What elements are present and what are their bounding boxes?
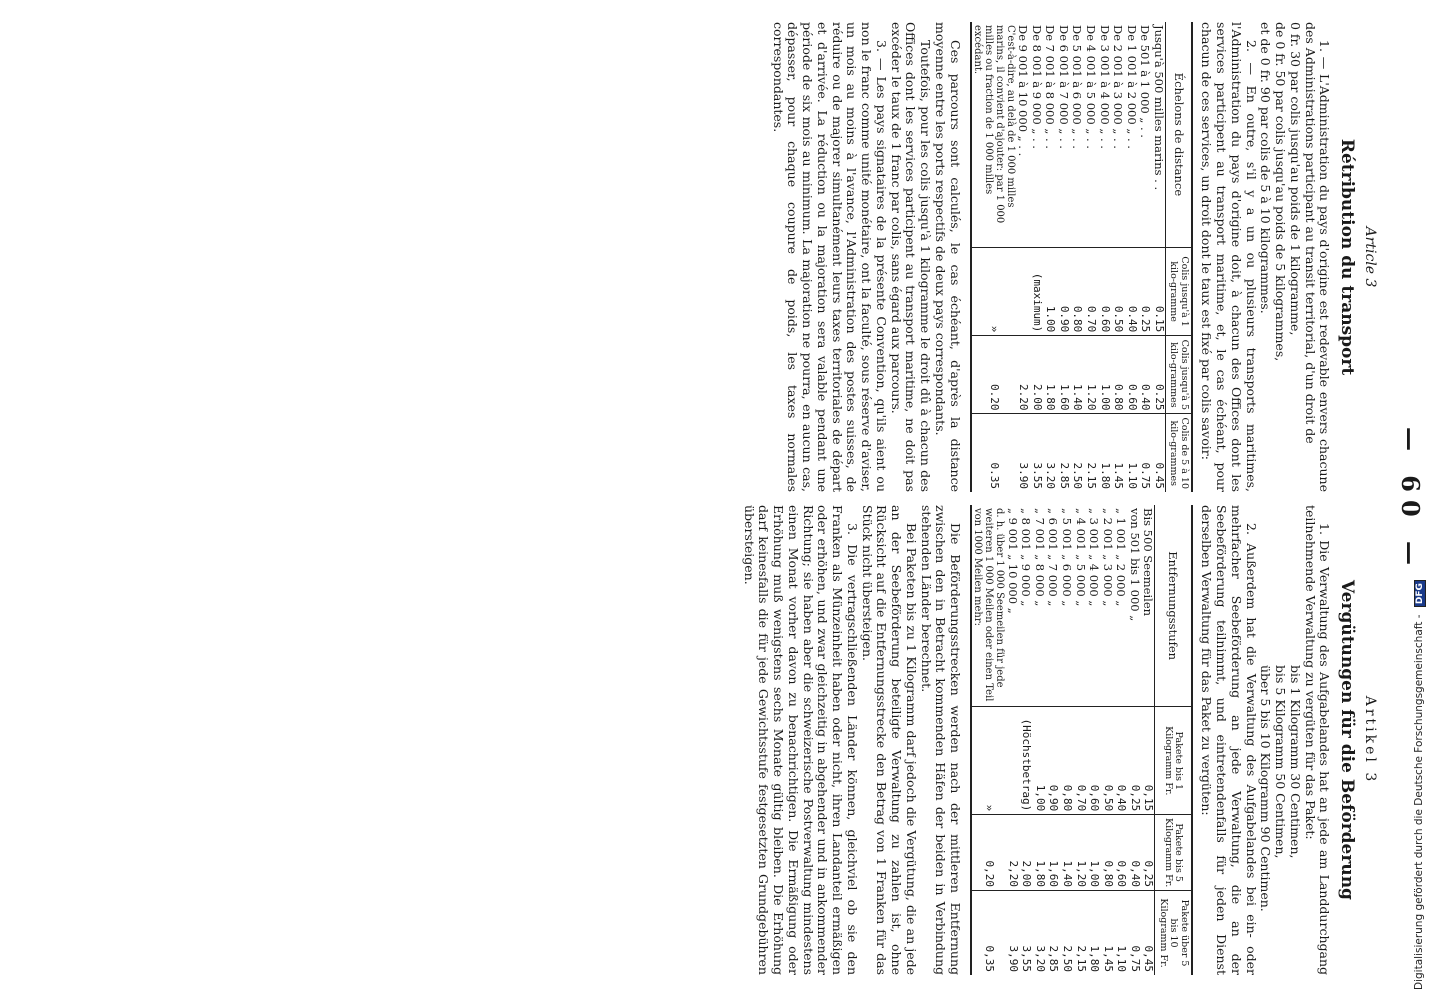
rate-cell: 0,15 <box>1141 707 1155 815</box>
table-header-fr-0: Échelons de distance <box>1165 22 1191 247</box>
distance-band-cell: Bis 500 Seemeilen <box>1141 508 1156 617</box>
rate-cell: 0.80 <box>1111 336 1125 414</box>
article-title-fr: Article 3 <box>1362 226 1378 288</box>
tariff-table-de <box>970 505 1193 975</box>
rate-cell: 1,80 <box>1087 891 1101 975</box>
rate-cell: 0,80 <box>1100 815 1114 891</box>
rate-cell: 2.20 <box>1016 336 1030 414</box>
table-row <box>1097 22 1111 492</box>
paragraph-de-3: Die Beförderungsstrecken werden nach der mittleren Entfernung zwischen den in Betracht kommenden Häfen der beiden in Verbindung stehenden Länder berechnet. <box>918 505 964 975</box>
distance-band-cell: „ 5 001 „ 6 000 „ <box>1060 508 1074 607</box>
table-row <box>1151 22 1165 492</box>
distance-band-cell: „ 9 001 „ 10 000 „ <box>1005 508 1020 614</box>
rate-cell: 0,25 <box>1127 707 1141 815</box>
paragraph-fr-5: 3. — Les pays signataires de la présente Convention, qu'ils aient ou non le franc comme unité monétaire, ont la faculté, sous réserve d'aviser, un mois au moins à l'avance, l'Administration des postes suisses, de réduire ou de majorer simultanément leurs taxes territoriales de départ et d'arrivée. La réduction ou la majoration sera valable pendant une période de six mois au minimum. La majoration ne pourra, en aucun cas, dépasser, pour chaque coupure de poids, les taxes normales correspondantes. <box>770 22 889 492</box>
distance-band-cell: De 1 001 à 2 000 „ . . <box>1124 25 1139 149</box>
table-row <box>1073 505 1087 975</box>
distance-band-cell: „ 3 001 „ 4 000 „ <box>1087 508 1102 607</box>
distance-band-cell: De 501 à 1 000 „ . . <box>1138 25 1153 138</box>
distance-band-cell: „ 1 001 „ 2 000 „ <box>1114 508 1129 607</box>
rate-cell: 1,80 <box>1032 815 1046 891</box>
additional-rate-cell: 0,20 <box>971 815 1005 891</box>
table-row <box>1083 22 1097 492</box>
distance-band-cell: „ 8 001 „ 9 000 „ <box>1019 508 1034 607</box>
distance-band-cell: von 501 bis 1 000 „ <box>1127 508 1142 622</box>
rate-cell: 0,45 <box>1141 891 1155 975</box>
table-row <box>1059 505 1073 975</box>
tariff-table-fr <box>970 22 1193 492</box>
rate-cell: 0,40 <box>1127 815 1141 891</box>
distance-band-cell: De 3 001 à 4 000 „ . . <box>1097 25 1112 149</box>
rate-cell: 0,50 <box>1100 707 1114 815</box>
paragraph-fr-2: 2. — En outre, s'il y a un ou plusieurs transports maritimes, l'Administration du pays d'origine doit, à chacun des Offices dont les services participent au transport maritime, et, le cas échéant, pour chacun de ces services, un droit dont le taux est fixé par colis savoir: <box>1199 22 1259 492</box>
rate-cell: 0,60 <box>1087 707 1101 815</box>
distance-band-cell: „ 7 001 „ 8 000 „ <box>1032 508 1047 607</box>
rate-cell <box>1005 707 1019 815</box>
table-row <box>1127 505 1141 975</box>
distance-band-cell: „ 6 001 „ 7 000 „ <box>1046 508 1061 607</box>
rate-cell: 1.60 <box>1056 336 1070 414</box>
rate-cell: 2,85 <box>1046 891 1060 975</box>
additional-rate-cell: » <box>971 707 1005 815</box>
paragraph-de-2: 2. Außerdem hat die Verwaltung des Aufgabelandes bei ein- oder mehrfacher Seebeförderung an jede Verwaltung, die an der Seebeförderung teilnimmt, und eintretendenfalls für jeden Dienst derselben Verwaltung für das Paket zu vergüten: <box>1199 505 1259 975</box>
rate-cell: 1,00 <box>1032 707 1046 815</box>
rate-cell: 3.20 <box>1043 414 1057 492</box>
rate-cell: 0,75 <box>1127 891 1141 975</box>
additional-rate-cell: 0.20 <box>971 336 1016 414</box>
paragraph-de-1: 1. Die Verwaltung des Aufgabelandes hat an jede am Landdurchgang teilnehmende Verwaltung zu vergüten für das Paket: <box>1302 505 1333 975</box>
table-header-de-2: Pakete bis 5 Kilogramm Fr. <box>1155 815 1192 891</box>
table-row <box>1124 22 1138 492</box>
table-row <box>1070 22 1084 492</box>
rate-cell: 0.45 <box>1151 414 1165 492</box>
rate-line-de-3: über 5 bis 10 Kilogramm 90 Centimen. <box>1258 665 1274 912</box>
additional-distance-note: d. h. über 1 000 Seemeilen für jede weiteren 1 000 Meilen oder einen Teil von 1000 Meilen mehr: <box>972 508 1006 702</box>
digitization-footer <box>1410 0 1434 1000</box>
rate-line-de-1: bis 1 Kilogramm 30 Centimen, <box>1287 665 1303 859</box>
distance-band-cell: De 8 001 à 9 000 „ . . <box>1029 25 1044 149</box>
distance-band-cell: De 2 001 à 3 000 „ . . <box>1111 25 1126 149</box>
rate-cell: 1,45 <box>1100 891 1114 975</box>
rate-cell: 2,00 <box>1019 815 1033 891</box>
heading-fr: Rétribution du transport <box>1337 138 1358 376</box>
rate-cell: 0,60 <box>1114 815 1128 891</box>
table-row-extra <box>971 505 1005 975</box>
distance-band-cell: De 5 001 à 6 000 „ . . <box>1070 25 1085 149</box>
rate-cell: 1,10 <box>1114 891 1128 975</box>
rate-cell: 3.90 <box>1016 414 1030 492</box>
heading-de: Vergütungen für die Beförderung <box>1337 580 1358 900</box>
paragraph-de-4: Bei Paketen bis zu 1 Kilogramm darf jedoch die Vergütung, die an jede an der Seebeförderung beteiligte Verwaltung zu zahlen ist, ohne Rücksicht auf die Entfernungsstrecke den Betrag von 1 Franken für das Stück nicht übersteigen. <box>859 505 919 975</box>
table-row <box>1029 22 1043 492</box>
rate-cell: 0,25 <box>1141 815 1155 891</box>
table-header-de-1: Pakete bis 1 Kilogramm Fr. <box>1155 707 1192 815</box>
table-row <box>1114 505 1128 975</box>
distance-band-cell: De 9 001 à 10 000 „ . . <box>1016 25 1031 157</box>
rate-cell: 0.40 <box>1124 247 1138 335</box>
table-row-extra <box>971 22 1016 492</box>
rate-line-fr-2: de 0 fr. 50 par colis jusqu'au poids de 5 kilogrammes, <box>1273 22 1289 362</box>
rate-cell: 3,55 <box>1019 891 1033 975</box>
rate-cell: 0.60 <box>1097 247 1111 335</box>
table-row <box>1100 505 1114 975</box>
rate-cell: 0,90 <box>1046 707 1060 815</box>
rate-cell: 1.10 <box>1124 414 1138 492</box>
rate-cell: 0.70 <box>1083 247 1097 335</box>
rate-cell: 1.80 <box>1097 414 1111 492</box>
rate-cell: (Höchstbetrag) <box>1019 707 1033 815</box>
rate-cell: 3,90 <box>1005 891 1019 975</box>
table-header-fr-2: Colis jusqu'à 5 kilo-grammes <box>1165 336 1191 414</box>
distance-band-cell: De 7 001 à 8 000 „ . . <box>1043 25 1058 149</box>
rate-cell: 0.40 <box>1138 336 1152 414</box>
rate-cell: (maximum) <box>1029 247 1043 335</box>
table-row <box>1043 22 1057 492</box>
rate-cell: 0.50 <box>1111 247 1125 335</box>
rate-line-de-2: bis 5 Kilogramm 50 Centimen, <box>1273 665 1289 859</box>
rate-cell: 2,50 <box>1059 891 1073 975</box>
paragraph-fr-3: Ces parcours sont calculés, le cas échéant, d'après la distance moyenne entre les ports respectifs de deux pays correspondants. <box>932 22 963 492</box>
distance-band-cell: Jusqu'à 500 milles marins . . <box>1151 25 1166 191</box>
rate-line-fr-1: 0 fr. 30 par colis jusqu'au poids de 1 kilogramme, <box>1287 22 1303 336</box>
rate-cell: 1.40 <box>1070 336 1084 414</box>
rate-cell: 1.20 <box>1083 336 1097 414</box>
distance-band-cell: De 4 001 à 5 000 „ . . <box>1084 25 1098 149</box>
rate-cell: 0.25 <box>1151 336 1165 414</box>
table-header-fr-3: Colis de 5 à 10 kilo-grammes <box>1165 414 1191 492</box>
table-header-de-3: Pakete über 5 bis 10 Kilogramm Fr. <box>1155 891 1192 975</box>
table-row <box>1138 22 1152 492</box>
rate-cell: 1,60 <box>1046 815 1060 891</box>
table-row <box>1046 505 1060 975</box>
rate-cell: 0.15 <box>1151 247 1165 335</box>
rate-cell: 2.85 <box>1056 414 1070 492</box>
dfg-logo: DFG <box>1414 580 1426 607</box>
french-column <box>770 22 1384 492</box>
paragraph-de-5: 3. Die vertragschließenden Länder können, gleichviel ob sie den Franken als Münzeinheit haben oder nicht, ihren Landanteil ermäßigen oder erhöhen, und zwar gleichzeitig in abgehender und in ankommender Richtung; sie haben aber die schweizerische Postverwaltung mindestens einen Monat vorher davon zu benachrichtigen. Die Ermäßigung oder Erhöhung muß wenigstens sechs Monate gültig bleiben. Die Erhöhung darf keinesfalls die für jede Gewichtsstufe festgesetzten Grundgebühren übersteigen. <box>741 505 860 975</box>
distance-band-cell: De 6 001 à 7 000 „ . . <box>1056 25 1071 149</box>
table-header-de-0: Entfernungsstufen <box>1155 505 1192 707</box>
article-title-de: Artikel 3 <box>1362 695 1378 785</box>
rate-cell: 0.90 <box>1056 247 1070 335</box>
rate-cell: 2.50 <box>1070 414 1084 492</box>
rate-cell: 2.15 <box>1083 414 1097 492</box>
paragraph-fr-1: 1. — L'Administration du pays d'origine est redevable envers chacune des Administrations participant au transit territorial, d'un droit de <box>1302 22 1333 492</box>
rate-cell: 0.75 <box>1138 414 1152 492</box>
rate-cell <box>1016 247 1030 335</box>
rate-cell: 1,00 <box>1087 815 1101 891</box>
rate-cell: 0,80 <box>1059 707 1073 815</box>
rate-cell: 2,15 <box>1073 891 1087 975</box>
table-row <box>1019 505 1033 975</box>
rate-cell: 0,40 <box>1114 707 1128 815</box>
table-row <box>1087 505 1101 975</box>
rate-cell: 2.00 <box>1029 336 1043 414</box>
rate-cell: 3,20 <box>1032 891 1046 975</box>
additional-rate-cell: » <box>971 247 1016 335</box>
rate-cell: 1.00 <box>1043 247 1057 335</box>
rate-cell: 3.55 <box>1029 414 1043 492</box>
distance-band-cell: „ 2 001 „ 3 000 „ <box>1100 508 1115 607</box>
rate-cell: 1.00 <box>1097 336 1111 414</box>
additional-rate-cell: 0.35 <box>971 414 1016 492</box>
rate-cell: 0,70 <box>1073 707 1087 815</box>
rate-cell: 1.45 <box>1111 414 1125 492</box>
rate-cell: 0.25 <box>1138 247 1152 335</box>
rate-cell: 1,20 <box>1073 815 1087 891</box>
table-row <box>1056 22 1070 492</box>
additional-rate-cell: 0,35 <box>971 891 1005 975</box>
rate-cell: 0.60 <box>1124 336 1138 414</box>
rate-cell: 1,40 <box>1059 815 1073 891</box>
page-number: — 60 — <box>1396 426 1425 574</box>
distance-band-cell: „ 4 001 „ 5 000 „ <box>1073 508 1088 607</box>
german-column <box>741 505 1384 975</box>
additional-distance-note: C'est-à-dire, au delà de 1 000 milles marins, il convient d'ajouter: par 1 000 milles ou fraction de 1 000 milles excédant. <box>971 25 1016 224</box>
table-header-fr-1: Colis jusqu'à 1 kilo-gramme <box>1165 247 1191 335</box>
table-row <box>1005 505 1019 975</box>
rate-cell: 1.80 <box>1043 336 1057 414</box>
table-row <box>1032 505 1046 975</box>
table-row <box>1141 505 1155 975</box>
table-row <box>1111 22 1125 492</box>
rate-line-fr-3: et de 0 fr. 90 par colis de 5 à 10 kilogrammes. <box>1258 22 1274 314</box>
rate-cell: 0.80 <box>1070 247 1084 335</box>
paragraph-fr-4: Toutefois, pour les colis jusqu'à 1 kilogramme le droit dû à chacun des Offices dont les services participent au transport maritime, ne doit pas excéder le taux de 1 franc par colis, sans égard aux parcours. <box>888 22 934 492</box>
rate-cell: 2,20 <box>1005 815 1019 891</box>
digitization-note: Digitalisierung gefördert durch die Deutsche Forschungsgemeinschaft - <box>1413 614 1425 990</box>
table-row <box>1016 22 1030 492</box>
